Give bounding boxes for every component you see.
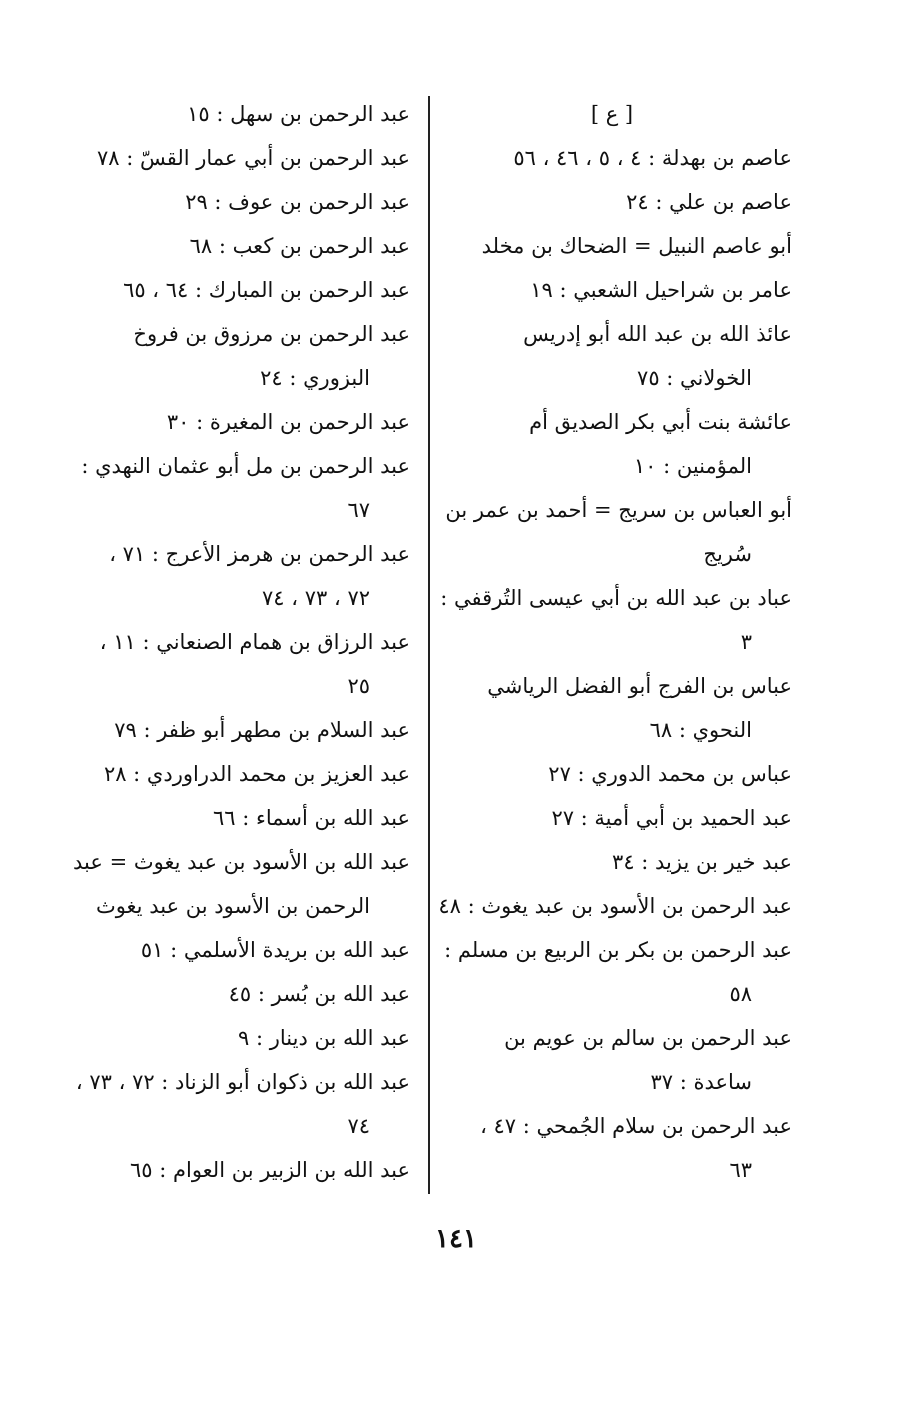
index-entry: عبد الله بن دينار : ٩	[238, 1026, 410, 1050]
index-entry: عبد الحميد بن أبي أمية : ٢٧	[551, 806, 792, 830]
index-entry-continuation: ساعدة : ٣٧	[650, 1070, 752, 1094]
index-entry: عبد الله بن الأسود بن عبد يغوث = عبد	[73, 850, 410, 874]
index-entry: عبد الله بن بريدة الأسلمي : ٥١	[140, 938, 410, 962]
index-entry-continuation: ٧٢ ، ٧٣ ، ٧٤	[262, 586, 370, 610]
index-column-right	[432, 92, 792, 1192]
index-entry: عبد الرحمن بن الأسود بن عبد يغوث : ٤٨	[438, 894, 792, 918]
index-entry: عبد الرزاق بن همام الصنعاني : ١١ ،	[99, 630, 410, 654]
index-entry-continuation: ٧٤	[347, 1114, 370, 1138]
index-entry-continuation: سُريج	[703, 542, 752, 566]
index-entry: عباس بن الفرج أبو الفضل الرياشي	[487, 674, 792, 698]
index-entry: عبد السلام بن مطهر أبو ظفر : ٧٩	[114, 718, 410, 742]
right-entries-list	[432, 136, 792, 1192]
index-entry: عبد العزيز بن محمد الدراوردي : ٢٨	[103, 762, 410, 786]
index-entry: عائذ الله بن عبد الله أبو إدريس	[523, 322, 792, 346]
left-entries-list	[62, 92, 410, 1192]
index-entry: عباد بن عبد الله بن أبي عيسى التُرقفي :	[440, 586, 792, 610]
index-entry-continuation: الخولاني : ٧٥	[637, 366, 752, 390]
index-entry: عبد الرحمن بن هرمز الأعرج : ٧١ ،	[109, 542, 410, 566]
index-entry: عائشة بنت أبي بكر الصديق أم	[529, 410, 792, 434]
index-entry: عباس بن محمد الدوري : ٢٧	[548, 762, 792, 786]
index-entry: عبد الرحمن بن المغيرة : ٣٠	[166, 410, 410, 434]
index-entry: عبد الرحمن بن كعب : ٦٨	[189, 234, 410, 258]
index-entry: عامر بن شراحيل الشعبي : ١٩	[530, 278, 792, 302]
index-entry: عبد الرحمن بن مرزوق بن فروخ	[133, 322, 410, 346]
index-entry-continuation: النحوي : ٦٨	[649, 718, 752, 742]
section-heading: [ ع ]	[590, 102, 634, 126]
index-column-left	[62, 92, 410, 1192]
index-entry: عبد الرحمن بن سلام الجُمحي : ٤٧ ،	[480, 1114, 792, 1138]
page-number: ١٤١	[435, 1224, 477, 1254]
index-entry: عبد خير بن يزيد : ٣٤	[612, 850, 792, 874]
index-entry: عبد الرحمن بن أبي عمار القسّ : ٧٨	[96, 146, 410, 170]
index-entry: عبد الرحمن بن سالم بن عويم بن	[504, 1026, 792, 1050]
index-entry-continuation: ٢٥	[347, 674, 370, 698]
index-entry: عبد الرحمن بن المبارك : ٦٤ ، ٦٥	[123, 278, 410, 302]
index-entry: عبد الله بن أسماء : ٦٦	[212, 806, 410, 830]
index-entry: عبد الله بن بُسر : ٤٥	[228, 982, 410, 1006]
index-entry: عبد الرحمن بن بكر بن الربيع بن مسلم :	[444, 938, 792, 962]
index-entry-continuation: ٥٨	[729, 982, 752, 1006]
index-entry: أبو العباس بن سريج = أحمد بن عمر بن	[445, 498, 792, 522]
index-entry: عاصم بن علي : ٢٤	[626, 190, 792, 214]
index-entry: أبو عاصم النبيل = الضحاك بن مخلد	[481, 234, 792, 258]
index-entry: عبد الرحمن بن عوف : ٢٩	[185, 190, 410, 214]
index-entry: عبد الرحمن بن سهل : ١٥	[187, 102, 410, 126]
index-entry-continuation: ٦٧	[347, 498, 370, 522]
index-entry-continuation: البزوري : ٢٤	[260, 366, 370, 390]
index-entry: عبد الله بن ذكوان أبو الزناد : ٧٢ ، ٧٣ ،	[75, 1070, 410, 1094]
index-entry-continuation: المؤمنين : ١٠	[633, 454, 752, 478]
index-entry: عاصم بن بهدلة : ٤ ، ٥ ، ٤٦ ، ٥٦	[513, 146, 792, 170]
index-entry: عبد الرحمن بن مل أبو عثمان النهدي :	[81, 454, 410, 478]
column-divider	[428, 96, 430, 1194]
index-entry-continuation: الرحمن بن الأسود بن عبد يغوث	[95, 894, 370, 918]
index-entry: عبد الله بن الزبير بن العوام : ٦٥	[130, 1158, 410, 1182]
index-entry-continuation: ٣	[740, 630, 752, 654]
index-entry-continuation: ٦٣	[729, 1158, 752, 1182]
